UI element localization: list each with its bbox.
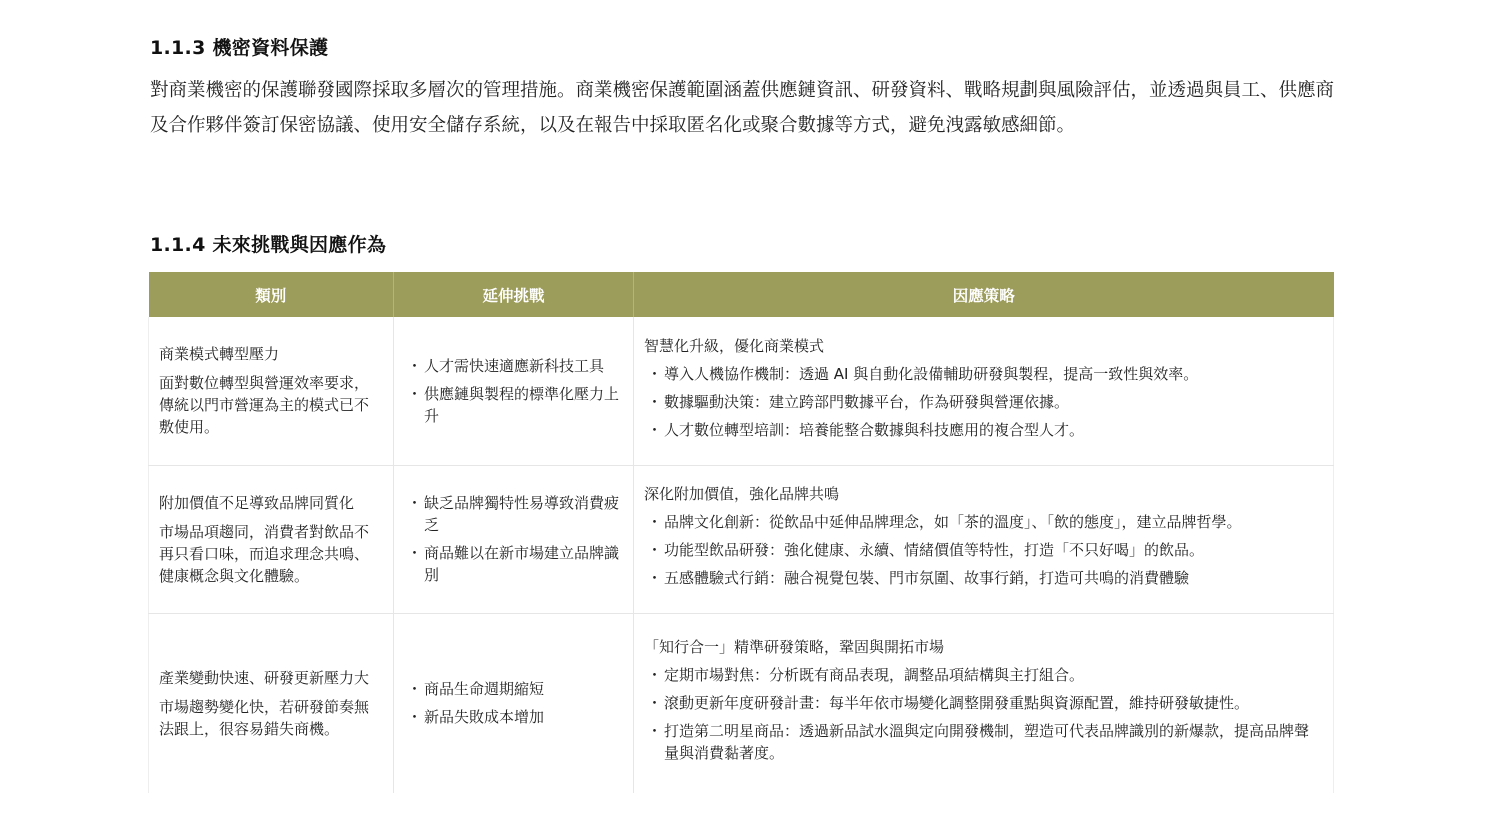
strategy-list — [644, 664, 1323, 764]
category-description: 市場趨勢變化快，若研發節奏無法跟上，很容易錯失商機。 — [159, 697, 370, 738]
bullet-icon: ・ — [647, 666, 663, 685]
bullet-icon: ・ — [647, 364, 663, 383]
bullet-icon: ・ — [407, 680, 423, 699]
strategy-list — [644, 511, 1323, 589]
bullet-icon: ・ — [647, 392, 663, 411]
list-item — [644, 539, 1323, 561]
strategy-text: 數據驅動決策：建立跨部門數據平台，作為研發與營運依據。 — [664, 392, 1070, 411]
challenge-cell — [394, 465, 634, 613]
category-title: 商業模式轉型壓力 — [159, 345, 280, 364]
list-item — [404, 492, 623, 536]
header-strategy: 因應策略 — [634, 272, 1334, 317]
strategy-title: 智慧化升級，優化商業模式 — [644, 336, 825, 355]
list-item — [644, 567, 1323, 589]
list-item — [644, 692, 1323, 714]
strategy-text: 導入人機協作機制：透過 AI 與自動化設備輔助研發與製程，提高一致性與效率。 — [664, 364, 1199, 383]
bullet-icon: ・ — [647, 569, 663, 587]
bullet-icon: ・ — [407, 384, 423, 403]
strategy-text: 功能型飲品研發：強化健康、永續、情緒價值等特性，打造「不只好喝」的飲品。 — [664, 541, 1205, 559]
challenge-list — [404, 355, 623, 427]
challenge-text: 供應鏈與製程的標準化壓力上升 — [424, 384, 620, 425]
section-paragraph-confidential-data: 對商業機密的保護聯發國際採取多層次的管理措施。商業機密保護範圍涵蓋供應鏈資訊、研發資料、戰略規劃與風險評估，並透過與員工、供應商及合作夥伴簽訂保密協議、使用安全儲存系統，以及在報告中採取匿名化或聚合數據等方式，避免洩露敏感細節。 — [150, 80, 1335, 136]
list-item — [644, 419, 1323, 441]
challenge-list — [404, 678, 623, 728]
challenge-text: 新品失敗成本增加 — [424, 708, 545, 727]
challenge-text: 商品生命週期縮短 — [424, 680, 545, 699]
list-item — [404, 542, 623, 586]
section-title-future-challenges: 1.1.4 未來挑戰與因應作為 — [150, 234, 387, 256]
list-item — [404, 678, 623, 700]
strategy-title: 深化附加價值，強化品牌共鳴 — [644, 485, 840, 503]
strategy-cell — [634, 317, 1334, 465]
bullet-icon: ・ — [647, 513, 663, 531]
bullet-icon: ・ — [647, 722, 663, 741]
challenge-text: 商品難以在新市場建立品牌識別 — [424, 544, 620, 584]
challenge-cell — [394, 317, 634, 465]
strategy-title: 「知行合一」精準研發策略，鞏固與開拓市場 — [644, 638, 945, 657]
list-item — [404, 706, 623, 728]
list-item — [644, 391, 1323, 413]
challenge-list — [404, 492, 623, 586]
strategy-text: 滾動更新年度研發計畫：每半年依市場變化調整開發重點與資源配置，維持研發敏捷性。 — [664, 694, 1250, 713]
strategy-cell — [634, 613, 1334, 793]
list-item — [644, 720, 1323, 764]
strategy-text: 品牌文化創新：從飲品中延伸品牌理念，如「茶的溫度」、「飲的態度」，建立品牌哲學。 — [664, 513, 1242, 531]
list-item — [644, 511, 1323, 533]
bullet-icon: ・ — [407, 356, 423, 375]
category-description: 面對數位轉型與營運效率要求，傳統以門市營運為主的模式已不敷使用。 — [159, 374, 370, 437]
bullet-icon: ・ — [407, 708, 423, 727]
challenge-cell — [394, 613, 634, 793]
challenge-text: 缺乏品牌獨特性易導致消費疲乏 — [424, 494, 620, 534]
bullet-icon: ・ — [647, 541, 663, 559]
list-item — [644, 664, 1323, 686]
bullet-icon: ・ — [647, 694, 663, 713]
table-row — [149, 465, 1334, 613]
challenge-text: 人才需快速適應新科技工具 — [424, 356, 605, 375]
strategy-cell — [634, 465, 1334, 613]
strategy-list — [644, 363, 1323, 441]
strategy-text: 人才數位轉型培訓：培養能整合數據與科技應用的複合型人才。 — [664, 420, 1085, 439]
category-description: 市場品項趨同，消費者對飲品不再只看口味，而追求理念共鳴、健康概念與文化體驗。 — [159, 522, 370, 585]
challenges-table — [148, 272, 1334, 793]
table-row — [149, 613, 1334, 793]
bullet-icon: ・ — [647, 420, 663, 439]
list-item — [404, 383, 623, 427]
table-header-row — [149, 272, 1334, 317]
strategy-text: 五感體驗式行銷：融合視覺包裝、門市氛圍、故事行銷，打造可共鳴的消費體驗 — [664, 569, 1190, 587]
category-title: 附加價值不足導致品牌同質化 — [159, 493, 355, 512]
category-cell — [149, 317, 394, 465]
table-row — [149, 317, 1334, 465]
section-title-confidential-data: 1.1.3 機密資料保護 — [150, 37, 329, 59]
category-cell — [149, 465, 394, 613]
category-title: 產業變動快速、研發更新壓力大 — [159, 668, 370, 687]
category-cell — [149, 613, 394, 793]
list-item — [404, 355, 623, 377]
bullet-icon: ・ — [407, 544, 423, 562]
header-category: 類別 — [149, 272, 394, 317]
header-challenge: 延伸挑戰 — [394, 272, 634, 317]
bullet-icon: ・ — [407, 494, 423, 512]
strategy-text: 定期市場對焦：分析既有商品表現，調整品項結構與主打組合。 — [664, 666, 1085, 685]
list-item — [644, 363, 1323, 385]
strategy-text: 打造第二明星商品：透過新品試水溫與定向開發機制，塑造可代表品牌識別的新爆款，提高品牌聲量與消費黏著度。 — [664, 722, 1310, 763]
